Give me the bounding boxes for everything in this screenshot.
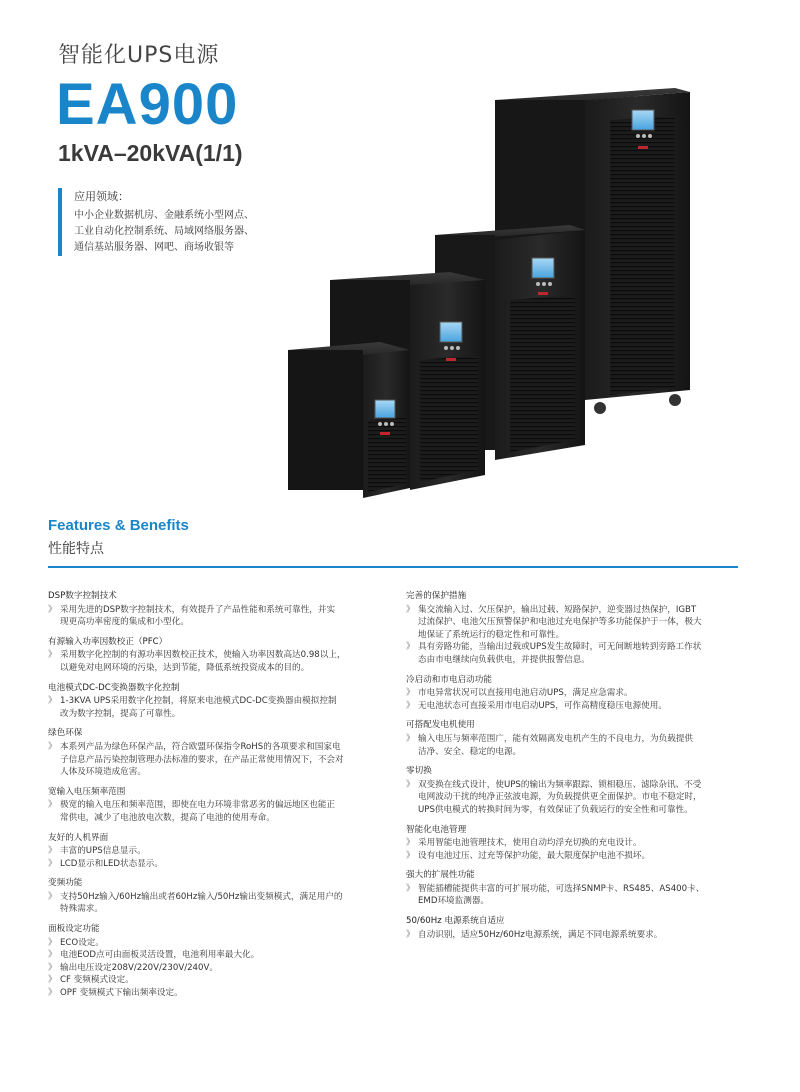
feature-text-line: CF 变频模式设定。 — [60, 975, 134, 986]
feature-text-line: 采用先进的DSP数字控制技术，有效提升了产品性能和系统可靠性，并实 — [60, 604, 336, 615]
features-title-en: Features & Benefits — [48, 517, 189, 534]
feature-section — [406, 674, 746, 713]
feature-section-title: 50/60Hz 电源系统自适应 — [406, 916, 505, 927]
feature-bullet-item — [48, 695, 388, 720]
feature-section — [48, 923, 388, 1000]
feature-bullet-item — [48, 987, 388, 1000]
feature-bullet-item — [406, 641, 746, 666]
feature-bullet-item — [406, 837, 746, 850]
feature-text-line: EMD环境监测器。 — [418, 896, 490, 907]
feature-text-line: 态由市电继续向负载供电，并提供报警信息。 — [418, 654, 590, 665]
feature-bullet-item — [48, 962, 388, 975]
features-left-column — [48, 590, 388, 1007]
bullet-mark: 》 — [406, 838, 415, 849]
feature-bullet-item — [406, 687, 746, 700]
feature-text-line: 以避免对电网环境的污染，达到节能，降低系统投资成本的目的。 — [60, 662, 310, 673]
feature-section-title: 冷启动和市电启动功能 — [406, 674, 492, 685]
feature-text-line: 本系列产品为绿色环保产品，符合欧盟环保指令RoHS的各项要求和国家电 — [60, 741, 341, 752]
feature-section — [406, 590, 746, 667]
feature-section-title: DSP数字控制技术 — [48, 591, 117, 601]
feature-text-line: 丰富的UPS信息显示。 — [60, 846, 146, 857]
bullet-mark: 》 — [48, 891, 57, 902]
ups-product-image — [280, 70, 700, 510]
feature-text-line: 市电异常状况可以直接用电池启动UPS，满足应急需求。 — [418, 688, 633, 699]
feature-bullet-item — [406, 604, 746, 642]
feature-text-line: 集交流输入过、欠压保护，输出过载、短路保护，逆变器过热保护，IGBT — [418, 604, 697, 615]
feature-text-line: 采用数字化控制的有源功率因数校正技术，使输入功率因数高达0.98以上， — [60, 650, 346, 661]
feature-bullet-item — [48, 974, 388, 987]
bullet-mark: 》 — [406, 850, 415, 861]
feature-bullet-item — [48, 649, 388, 674]
feature-text-line: 支持50Hz输入/60Hz输出或者60Hz输入/50Hz输出变频模式，满足用户的 — [60, 891, 343, 902]
power-range: 1kVA–20kVA(1/1) — [58, 140, 243, 166]
feature-section-title: 零切换 — [406, 766, 432, 777]
bullet-mark: 》 — [48, 800, 57, 811]
feature-text-line: 输入电压与频率范围广，能有效隔离发电机产生的不良电力，为负载提供 — [418, 733, 694, 744]
feature-section — [48, 590, 388, 629]
feature-text-line: 双变换在线式设计，使UPS的输出为频率跟踪、锁相稳压、滤除杂讯、不受 — [418, 779, 702, 790]
feature-bullet-item — [48, 937, 388, 950]
bullet-mark: 》 — [48, 741, 57, 752]
applications-title: 应用领域： — [74, 190, 129, 203]
features-right-column — [406, 590, 746, 948]
feature-bullet-item — [406, 700, 746, 713]
feature-bullet-item — [406, 733, 746, 758]
feature-text-line: 常供电，减少了电池放电次数，提高了电池的使用寿命。 — [60, 812, 275, 823]
bullet-mark: 》 — [406, 779, 415, 790]
feature-bullet-item — [406, 779, 746, 817]
feature-section — [406, 869, 746, 908]
applications-line: 工业自动化控制系统、局域网络服务器、 — [74, 226, 254, 237]
feature-text-line: 极宽的输入电压和频率范围，即使在电力环境非常恶劣的偏远地区也能正 — [60, 800, 336, 811]
feature-text-line: 过流保护、电池欠压预警保护和电池过充电保护等多功能保护于一体，极大 — [418, 617, 702, 628]
feature-section-title: 友好的人机界面 — [48, 832, 109, 843]
bullet-mark: 》 — [406, 700, 415, 711]
feature-section-title: 可搭配发电机使用 — [406, 720, 475, 731]
bullet-mark: 》 — [406, 604, 415, 615]
feature-text-line: 洁净、安全、稳定的电源。 — [418, 746, 522, 757]
applications-line: 中小企业数据机房、金融系统小型网点、 — [74, 210, 254, 221]
feature-section — [48, 636, 388, 675]
feature-text-line: 电网波动干扰的纯净正弦波电源，为负载提供更全面保护。市电不稳定时， — [418, 792, 702, 803]
feature-text-line: 人体及环境造成危害。 — [60, 767, 146, 778]
feature-section — [48, 786, 388, 825]
feature-section — [406, 824, 746, 863]
bullet-mark: 》 — [48, 696, 57, 707]
bullet-mark: 》 — [406, 929, 415, 940]
bullet-mark: 》 — [48, 950, 57, 961]
bullet-mark: 》 — [406, 733, 415, 744]
section-divider — [48, 566, 738, 568]
feature-bullet-item — [48, 741, 388, 779]
feature-text-line: 自动识别，适应50Hz/60Hz电源系统，满足不同电源系统要求。 — [418, 929, 663, 940]
feature-text-line: LCD显示和LED状态显示。 — [60, 858, 163, 869]
feature-section-title: 变频功能 — [48, 878, 83, 889]
feature-section-title: 有源输入功率因数校正（PFC） — [48, 636, 168, 647]
feature-text-line: 地保证了系统运行的稳定性和可靠性。 — [418, 629, 565, 640]
bullet-mark: 》 — [48, 975, 57, 986]
feature-section-title: 绿色环保 — [48, 728, 83, 739]
feature-section-title: 电池模式DC-DC变换器数字化控制 — [48, 682, 180, 693]
feature-bullet-item — [406, 929, 746, 942]
bullet-mark: 》 — [48, 937, 57, 948]
feature-section — [48, 682, 388, 721]
feature-section-title: 智能化电池管理 — [406, 824, 467, 835]
feature-bullet-item — [48, 858, 388, 871]
product-subtitle: 智能化UPS电源 — [58, 43, 220, 68]
bullet-mark: 》 — [48, 858, 57, 869]
feature-text-line: 1-3KVA UPS采用数字化控制，将原来电池模式DC-DC变换器由模拟控制 — [60, 696, 337, 707]
feature-bullet-item — [406, 850, 746, 863]
feature-bullet-item — [48, 799, 388, 824]
applications-line: 通信基站服务器、网吧、商场收银等 — [74, 242, 234, 253]
bullet-mark: 》 — [406, 688, 415, 699]
feature-text-line: 电池EOD点可由面板灵活设置，电池利用率最大化。 — [60, 950, 260, 961]
bullet-mark: 》 — [48, 604, 57, 615]
feature-text-line: 改为数字控制，提高了可靠性。 — [60, 708, 181, 719]
feature-bullet-item — [406, 883, 746, 908]
feature-section-title: 面板设定功能 — [48, 924, 100, 935]
feature-text-line: 现更高功率密度的集成和小型化。 — [60, 617, 189, 628]
feature-text-line: 采用智能电池管理技术，使用自动均浮充切换的充电设计。 — [418, 838, 642, 849]
feature-text-line: 输出电压设定208V/220V/230V/240V。 — [60, 962, 218, 973]
feature-section-title: 宽输入电压频率范围 — [48, 786, 126, 797]
features-title-cn: 性能特点 — [48, 541, 104, 557]
ups-unit-compact — [288, 342, 410, 498]
feature-section — [48, 832, 388, 871]
bullet-mark: 》 — [406, 883, 415, 894]
feature-text-line: 子信息产品污染控制管理办法标准的要求，在产品正常使用情况下，不会对 — [60, 754, 344, 765]
feature-bullet-item — [48, 845, 388, 858]
feature-bullet-item — [48, 604, 388, 629]
bullet-mark: 》 — [48, 846, 57, 857]
bullet-mark: 》 — [406, 642, 415, 653]
feature-text-line: ECO设定。 — [60, 937, 104, 948]
feature-text-line: UPS供电模式的转换时间为零，有效保证了负载运行的安全性和可靠性。 — [418, 804, 693, 815]
feature-bullet-item — [48, 891, 388, 916]
applications-block — [58, 188, 254, 256]
feature-bullet-item — [48, 949, 388, 962]
bullet-mark: 》 — [48, 988, 57, 999]
feature-section-title: 完善的保护措施 — [406, 591, 467, 601]
feature-text-line: 特殊需求。 — [60, 904, 103, 915]
feature-text-line: 设有电池过压、过充等保护功能，最大限度保护电池不损坏。 — [418, 850, 651, 861]
model-name: EA900 — [56, 72, 239, 137]
feature-section — [406, 719, 746, 758]
feature-section — [406, 915, 746, 941]
bullet-mark: 》 — [48, 962, 57, 973]
feature-section-title: 强大的扩展性功能 — [406, 870, 475, 881]
feature-section — [48, 877, 388, 916]
feature-text-line: 具有旁路功能，当输出过载或UPS发生故障时，可无间断地转到旁路工作状 — [418, 642, 702, 653]
feature-text-line: OPF 变频模式下输出频率设定。 — [60, 988, 183, 999]
feature-text-line: 无电池状态可直接采用市电启动UPS，可作高精度稳压电源使用。 — [418, 700, 667, 711]
feature-section — [406, 765, 746, 816]
feature-text-line: 智能插槽能提供丰富的可扩展功能，可选择SNMP卡、RS485、AS400卡、 — [418, 883, 705, 894]
feature-section — [48, 727, 388, 778]
bullet-mark: 》 — [48, 650, 57, 661]
